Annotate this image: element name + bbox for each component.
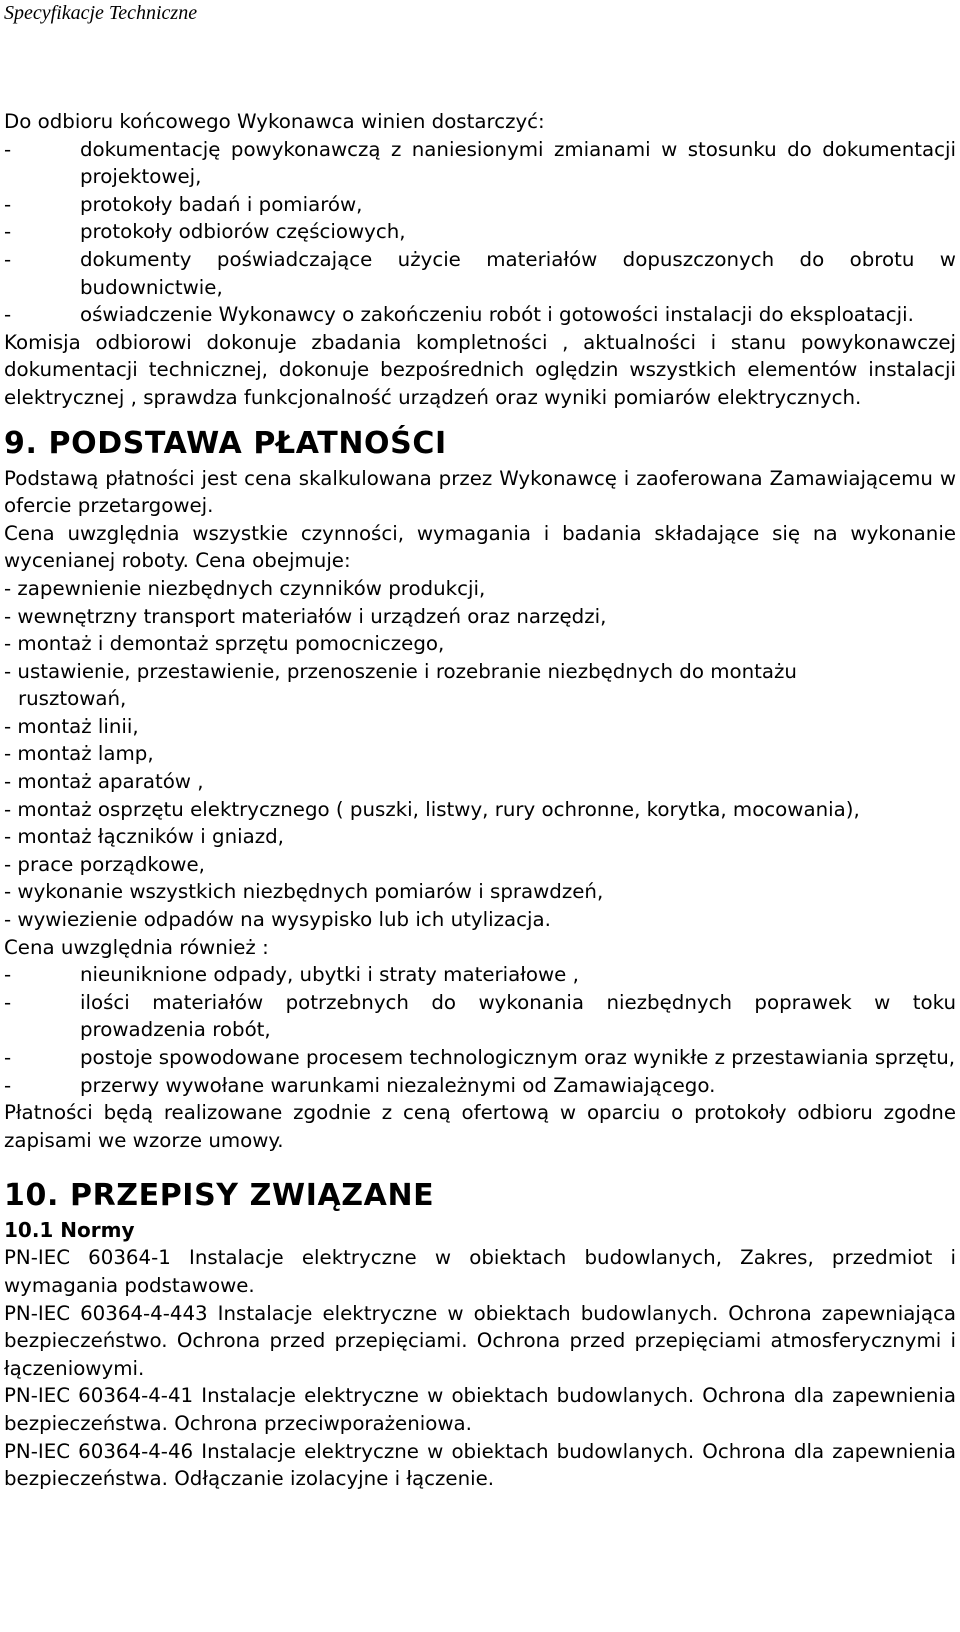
section-9-heading: 9. PODSTAWA PŁATNOŚCI (4, 425, 447, 461)
norms-list (4, 1244, 956, 1492)
price-also-item (4, 989, 956, 1044)
price-includes-paragraph: Cena uwzględnia wszystkie czynności, wymagania i badania składające się na wykonanie wycenianej roboty. Cena obejmuje: (4, 521, 956, 573)
list-item-text: protokoły badań i pomiarów, (80, 192, 363, 216)
price-also-item (4, 961, 956, 989)
price-list-item: - montaż i demontaż sprzętu pomocniczego, (4, 632, 445, 656)
list-dash: - (4, 990, 12, 1014)
norm-entry: PN-IEC 60364-1 Instalacje elektryczne w obiektach budowlanych, Zakres, przedmiot i wymagania podstawowe. (4, 1246, 956, 1297)
price-list-item: - wywiezienie odpadów na wysypisko lub ich utylizacja. (4, 908, 551, 932)
page-header-title: Specyfikacje Techniczne (4, 2, 198, 24)
list-dash: - (4, 963, 12, 987)
price-list (4, 575, 956, 934)
list-dash: - (4, 1073, 12, 1097)
list-dash: - (4, 1046, 12, 1069)
price-list-item: - wykonanie wszystkich niezbędnych pomiarów i sprawdzeń, (4, 880, 604, 904)
price-list-item: - ustawienie, przestawienie, przenoszenie i rozebranie niezbędnych do montażu (4, 659, 797, 683)
price-list-item: - montaż lamp, (4, 742, 154, 766)
payments-paragraph: Płatności będą realizowane zgodnie z ceną ofertową w oparciu o protokoły odbioru zgodne zapisami we wzorze umowy. (4, 1101, 956, 1152)
receipt-list-item (4, 246, 956, 301)
receipt-list-item (4, 136, 956, 191)
price-list-item: - wewnętrzny transport materiałów i urządzeń oraz narzędzi, (4, 604, 607, 628)
document-body (4, 108, 956, 1493)
norms-subheading: 10.1 Normy (4, 1218, 135, 1243)
receipt-list-item (4, 301, 956, 329)
list-dash: - (4, 137, 12, 161)
price-list-item: rusztowań, (18, 687, 127, 711)
list-item-text: przerwy wywołane warunkami niezależnymi od Zamawiającego. (80, 1073, 716, 1097)
price-list-item: - montaż osprzętu elektrycznego ( puszki, listwy, rury ochronne, korytka, mocowania), (4, 797, 860, 821)
norm-entry: PN-IEC 60364-4-46 Instalacje elektryczne w obiektach budowlanych. Ochrona dla zapewnienia bezpieczeństwa. Odłączanie izolacyjne i łączenie. (4, 1439, 956, 1491)
list-dash: - (4, 303, 12, 327)
list-item-text: postoje spowodowane procesem technologicznym oraz wynikłe z przestawiania sprzętu, (80, 1046, 956, 1069)
receipt-list (4, 136, 956, 329)
list-item-text: protokoły odbiorów częściowych, (80, 220, 406, 244)
price-list-item: - montaż linii, (4, 714, 139, 738)
section-10-heading: 10. PRZEPISY ZWIĄZANE (4, 1178, 435, 1214)
list-item-text: oświadczenie Wykonawcy o zakończeniu robót i gotowości instalacji do eksploatacji. (80, 303, 914, 327)
list-item-text: ilości materiałów potrzebnych do wykonania niezbędnych poprawek w toku prowadzenia robót, (80, 990, 956, 1042)
list-item-text: dokumentację powykonawczą z naniesionymi zmianami w stosunku do dokumentacji projektowej, (80, 137, 956, 189)
list-item-text: nieuniknione odpady, ubytki i straty materiałowe , (80, 963, 579, 987)
receipt-list-item (4, 191, 956, 219)
norm-entry: PN-IEC 60364-4-41 Instalacje elektryczne w obiektach budowlanych. Ochrona dla zapewnienia bezpieczeństwa. Ochrona przeciwporażeniowa. (4, 1384, 956, 1435)
commission-paragraph: Komisja odbiorowi dokonuje zbadania kompletności , aktualności i stanu powykonawczej dokumentacji technicznej, dokonuje bezpośrednich oględzin wszystkich elementów instalacji elektrycznej , sprawdza funkcjonalność urządzeń oraz wyniki pomiarów elektrycznych. (4, 330, 956, 409)
price-also-intro: Cena uwzględnia również : (4, 935, 269, 959)
price-list-item: - montaż aparatów , (4, 770, 204, 794)
list-dash: - (4, 192, 12, 216)
list-dash: - (4, 247, 12, 271)
receipt-intro: Do odbioru końcowego Wykonawca winien dostarczyć: (4, 110, 545, 133)
price-also-item (4, 1044, 956, 1072)
price-list-item: - prace porządkowe, (4, 852, 205, 876)
receipt-list-item (4, 218, 956, 246)
price-list-item: - montaż łączników i gniazd, (4, 825, 284, 849)
list-dash: - (4, 220, 12, 244)
list-item-text: dokumenty poświadczające użycie materiałów dopuszczonych do obrotu w budownictwie, (80, 247, 956, 299)
payment-basis-paragraph: Podstawą płatności jest cena skalkulowana przez Wykonawcę i zaoferowana Zamawiającemu w ofercie przetargowej. (4, 466, 956, 518)
norm-entry: PN-IEC 60364-4-443 Instalacje elektryczne w obiektach budowlanych. Ochrona zapewniająca bezpieczeństwo. Ochrona przed przepięciami. Ochrona przed przepięciami atmosferycznymi i łączeniowymi. (4, 1301, 956, 1380)
price-also-item (4, 1072, 956, 1100)
price-also-list (4, 961, 956, 1099)
price-list-item: - zapewnienie niezbędnych czynników produkcji, (4, 576, 486, 600)
